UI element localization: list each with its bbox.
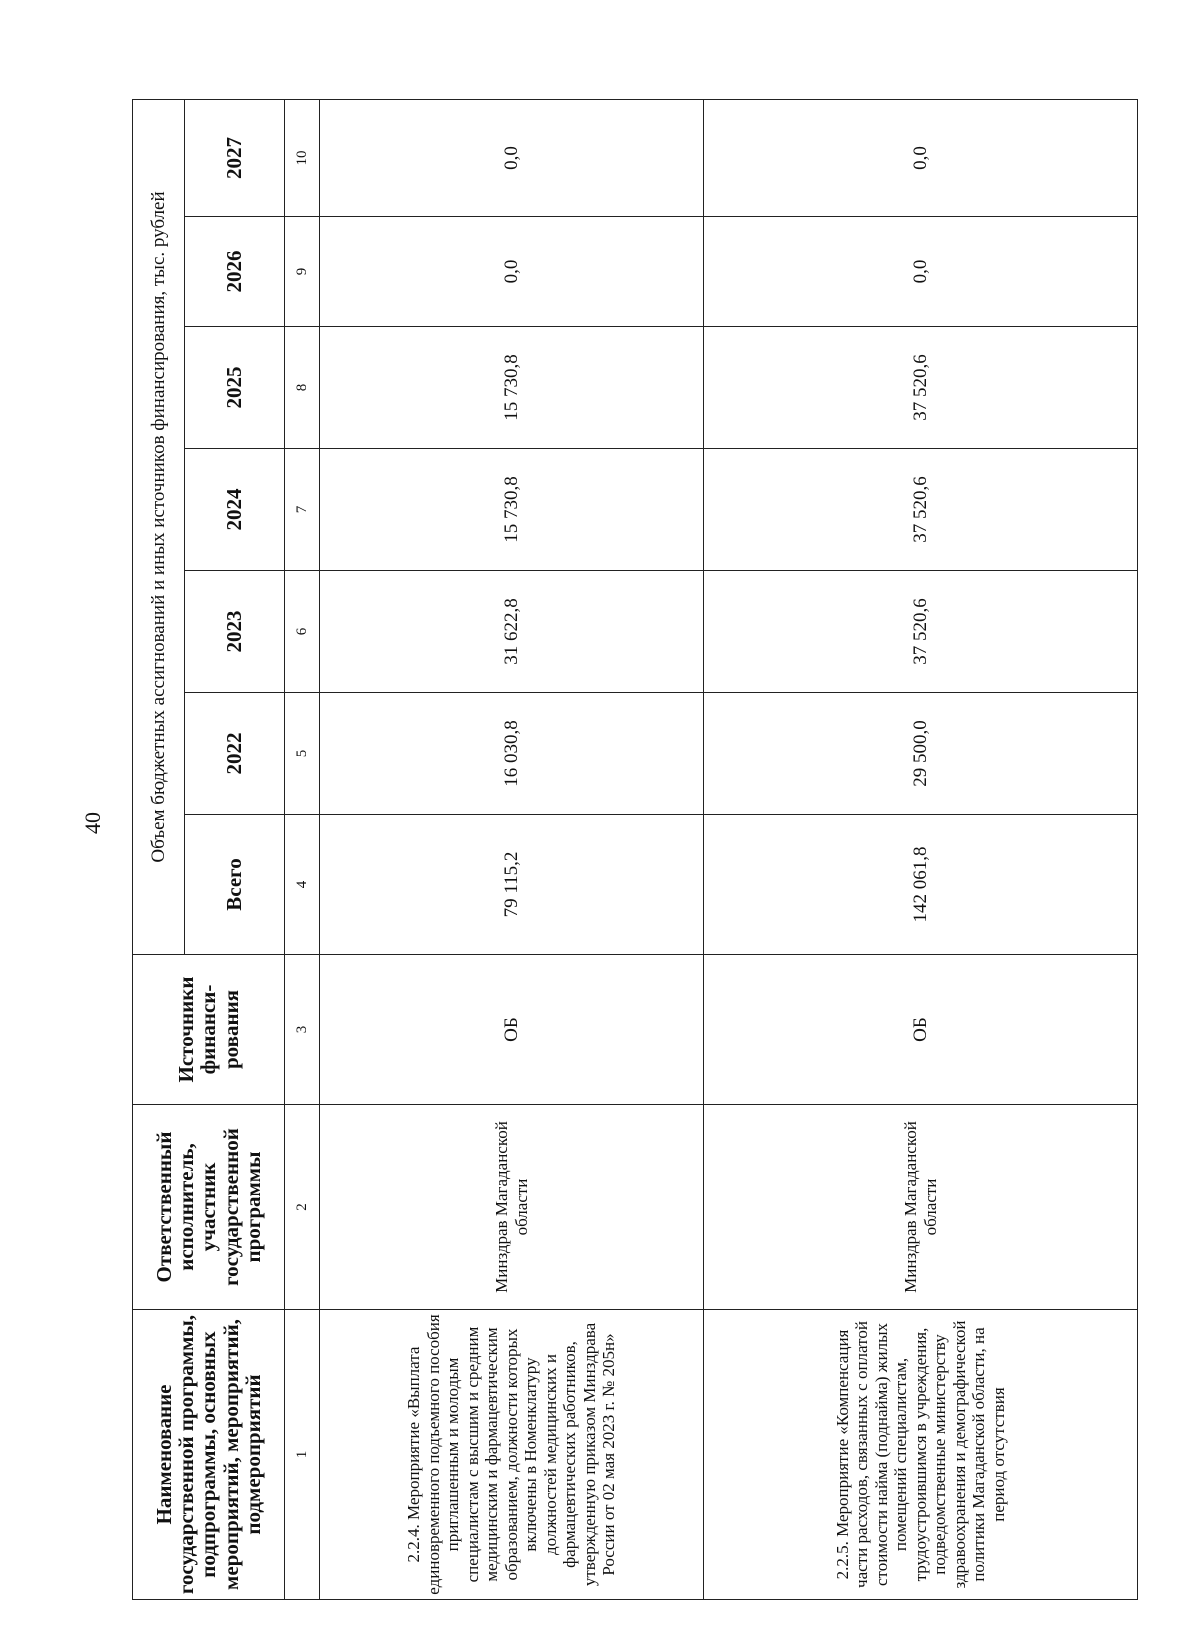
financing-table <box>132 99 1138 1600</box>
table-row <box>320 100 704 1600</box>
column-number: 6 <box>285 571 320 693</box>
row-2027: 0,0 <box>320 100 704 217</box>
header-source: Источники финанси-рования <box>133 955 285 1105</box>
row-total: 142 061,8 <box>704 815 1138 955</box>
row-2022: 16 030,8 <box>320 693 704 815</box>
column-number: 8 <box>285 327 320 449</box>
header-year-2027: 2027 <box>185 100 285 217</box>
header-year-2025: 2025 <box>185 327 285 449</box>
row-2023: 37 520,6 <box>704 571 1138 693</box>
header-funding-group: Объем бюджетных ассигнований и иных источников финансирования, тыс. рублей <box>133 100 185 955</box>
column-number: 1 <box>285 1310 320 1600</box>
column-number: 7 <box>285 449 320 571</box>
column-number: 9 <box>285 217 320 327</box>
header-executor: Ответственный исполнитель, участник государственной программы <box>133 1105 285 1310</box>
row-program-name: 2.2.4. Мероприятие «Выплата единовременного подъемного пособия приглашенным и молодым специалистам с высшим и средним медицинским и фармацевтическим образованием, должности которых включены в Номенклатуру должностей медицинских и фармацевтических работников, утвержденную приказом Минздрава России от 02 мая 2023 г. № 205н» <box>320 1310 704 1600</box>
header-year-2023: 2023 <box>185 571 285 693</box>
header-year-2022: 2022 <box>185 693 285 815</box>
rotated-page-content <box>132 100 1132 1600</box>
header-year-total: Всего <box>185 815 285 955</box>
row-program-name: 2.2.5. Мероприятие «Компенсация части расходов, связанных с оплатой стоимости найма (поднайма) жилых помещений специалистам, трудоустроившимся в учреждения, подведомственные министерству здравоохранения и демографической политики Магаданской области, на период отсутствия <box>704 1310 1138 1600</box>
column-number: 5 <box>285 693 320 815</box>
row-source: ОБ <box>704 955 1138 1105</box>
row-2026: 0,0 <box>704 217 1138 327</box>
row-2024: 15 730,8 <box>320 449 704 571</box>
row-source: ОБ <box>320 955 704 1105</box>
header-year-2024: 2024 <box>185 449 285 571</box>
column-number: 10 <box>285 100 320 217</box>
row-executor: Минздрав Магаданской области <box>320 1105 704 1310</box>
row-2024: 37 520,6 <box>704 449 1138 571</box>
row-2027: 0,0 <box>704 100 1138 217</box>
row-executor: Минздрав Магаданской области <box>704 1105 1138 1310</box>
page-number: 40 <box>80 812 105 834</box>
header-program-name: Наименование государственной программы, подпрограммы, основных мероприятий, мероприятий, подмероприятий <box>133 1310 285 1600</box>
column-number: 4 <box>285 815 320 955</box>
header-year-2026: 2026 <box>185 217 285 327</box>
table-row <box>704 100 1138 1600</box>
row-2023: 31 622,8 <box>320 571 704 693</box>
column-number: 3 <box>285 955 320 1105</box>
row-2025: 15 730,8 <box>320 327 704 449</box>
row-2022: 29 500,0 <box>704 693 1138 815</box>
column-number: 2 <box>285 1105 320 1310</box>
row-2025: 37 520,6 <box>704 327 1138 449</box>
column-number-row <box>285 100 320 1600</box>
row-total: 79 115,2 <box>320 815 704 955</box>
row-2026: 0,0 <box>320 217 704 327</box>
